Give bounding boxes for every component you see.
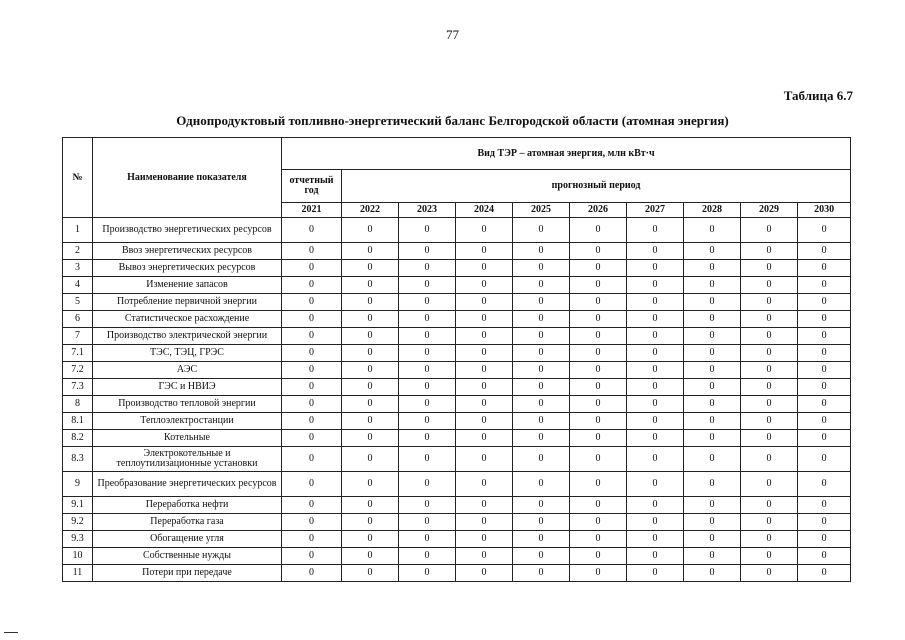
value-cell: 0 [798,472,851,497]
row-number: 5 [63,294,93,311]
indicator-name: Обогащение угля [93,531,282,548]
value-cell: 0 [684,362,741,379]
value-cell: 0 [282,260,342,277]
value-cell: 0 [627,430,684,447]
table-row [63,548,851,565]
indicator-name: Преобразование энергетических ресурсов [93,472,282,497]
header-year: 2026 [570,203,627,218]
value-cell: 0 [570,548,627,565]
header-year: 2021 [282,203,342,218]
value-cell: 0 [684,472,741,497]
value-cell: 0 [570,345,627,362]
header-year: 2023 [399,203,456,218]
indicator-name: Теплоэлектростанции [93,413,282,430]
header-year: 2025 [513,203,570,218]
table-row [63,379,851,396]
value-cell: 0 [684,514,741,531]
value-cell: 0 [282,531,342,548]
value-cell: 0 [399,311,456,328]
value-cell: 0 [684,218,741,243]
table-row [63,396,851,413]
value-cell: 0 [513,396,570,413]
value-cell: 0 [741,379,798,396]
value-cell: 0 [684,497,741,514]
table-row [63,294,851,311]
value-cell: 0 [399,497,456,514]
value-cell: 0 [570,243,627,260]
value-cell: 0 [741,328,798,345]
value-cell: 0 [798,565,851,582]
value-cell: 0 [684,565,741,582]
indicator-name: АЭС [93,362,282,379]
row-number: 11 [63,565,93,582]
header-forecast-period: прогнозный период [342,170,851,203]
value-cell: 0 [627,413,684,430]
value-cell: 0 [513,514,570,531]
header-year: 2028 [684,203,741,218]
value-cell: 0 [741,447,798,472]
value-cell: 0 [570,430,627,447]
value-cell: 0 [399,277,456,294]
value-cell: 0 [399,548,456,565]
header-year: 2027 [627,203,684,218]
value-cell: 0 [570,379,627,396]
value-cell: 0 [282,514,342,531]
value-cell: 0 [342,497,399,514]
value-cell: 0 [513,260,570,277]
value-cell: 0 [456,218,513,243]
value-cell: 0 [798,379,851,396]
value-cell: 0 [627,362,684,379]
value-cell: 0 [399,218,456,243]
row-number: 1 [63,218,93,243]
value-cell: 0 [570,311,627,328]
value-cell: 0 [627,497,684,514]
value-cell: 0 [798,294,851,311]
value-cell: 0 [798,218,851,243]
value-cell: 0 [684,328,741,345]
value-cell: 0 [342,413,399,430]
value-cell: 0 [282,379,342,396]
value-cell: 0 [627,447,684,472]
value-cell: 0 [741,565,798,582]
value-cell: 0 [456,472,513,497]
value-cell: 0 [798,345,851,362]
value-cell: 0 [342,531,399,548]
value-cell: 0 [627,379,684,396]
value-cell: 0 [282,413,342,430]
value-cell: 0 [513,413,570,430]
header-name: Наименование показателя [93,138,282,218]
value-cell: 0 [513,328,570,345]
value-cell: 0 [513,565,570,582]
value-cell: 0 [342,430,399,447]
value-cell: 0 [282,472,342,497]
value-cell: 0 [627,294,684,311]
value-cell: 0 [570,218,627,243]
value-cell: 0 [627,345,684,362]
header-year: 2024 [456,203,513,218]
value-cell: 0 [570,472,627,497]
value-cell: 0 [456,345,513,362]
value-cell: 0 [627,218,684,243]
value-cell: 0 [798,531,851,548]
indicator-name: Потери при передаче [93,565,282,582]
header-year: 2029 [741,203,798,218]
value-cell: 0 [684,243,741,260]
table-row [63,413,851,430]
value-cell: 0 [342,548,399,565]
value-cell: 0 [456,565,513,582]
value-cell: 0 [570,328,627,345]
value-cell: 0 [399,430,456,447]
table-row [63,472,851,497]
row-number: 9.2 [63,514,93,531]
value-cell: 0 [282,447,342,472]
value-cell: 0 [798,447,851,472]
value-cell: 0 [627,514,684,531]
value-cell: 0 [741,311,798,328]
value-cell: 0 [342,243,399,260]
indicator-name: Производство электрической энергии [93,328,282,345]
value-cell: 0 [741,260,798,277]
table-row [63,345,851,362]
header-report-year: отчетный год [282,170,342,203]
value-cell: 0 [570,260,627,277]
value-cell: 0 [570,396,627,413]
value-cell: 0 [456,294,513,311]
value-cell: 0 [342,472,399,497]
value-cell: 0 [513,311,570,328]
value-cell: 0 [342,328,399,345]
value-cell: 0 [684,531,741,548]
value-cell: 0 [456,548,513,565]
value-cell: 0 [399,362,456,379]
value-cell: 0 [798,362,851,379]
table-row [63,447,851,472]
value-cell: 0 [399,345,456,362]
header-year: 2030 [798,203,851,218]
value-cell: 0 [456,362,513,379]
table-row [63,430,851,447]
value-cell: 0 [627,548,684,565]
value-cell: 0 [513,531,570,548]
table-row [63,362,851,379]
value-cell: 0 [627,277,684,294]
value-cell: 0 [282,243,342,260]
value-cell: 0 [798,328,851,345]
value-cell: 0 [741,472,798,497]
value-cell: 0 [342,311,399,328]
table-row [63,531,851,548]
indicator-name: Собственные нужды [93,548,282,565]
value-cell: 0 [456,328,513,345]
table-row [63,277,851,294]
energy-balance-table [62,137,851,582]
row-number: 8.3 [63,447,93,472]
value-cell: 0 [798,497,851,514]
value-cell: 0 [342,362,399,379]
value-cell: 0 [342,294,399,311]
table-row [63,218,851,243]
value-cell: 0 [627,396,684,413]
value-cell: 0 [456,514,513,531]
value-cell: 0 [282,396,342,413]
value-cell: 0 [798,396,851,413]
value-cell: 0 [741,413,798,430]
value-cell: 0 [399,328,456,345]
value-cell: 0 [282,497,342,514]
table-row [63,243,851,260]
value-cell: 0 [456,531,513,548]
value-cell: 0 [627,565,684,582]
row-number: 9.1 [63,497,93,514]
value-cell: 0 [627,328,684,345]
value-cell: 0 [282,311,342,328]
value-cell: 0 [741,497,798,514]
row-number: 9 [63,472,93,497]
value-cell: 0 [282,548,342,565]
value-cell: 0 [342,277,399,294]
header-num: № [63,138,93,218]
value-cell: 0 [282,362,342,379]
indicator-name: Производство тепловой энергии [93,396,282,413]
row-number: 9.3 [63,531,93,548]
value-cell: 0 [684,413,741,430]
indicator-name: ТЭС, ТЭЦ, ГРЭС [93,345,282,362]
table-row [63,497,851,514]
value-cell: 0 [798,260,851,277]
row-number: 8.1 [63,413,93,430]
row-number: 2 [63,243,93,260]
value-cell: 0 [627,311,684,328]
value-cell: 0 [456,447,513,472]
value-cell: 0 [570,565,627,582]
table-label: Таблица 6.7 [783,88,853,103]
value-cell: 0 [570,413,627,430]
indicator-name: Изменение запасов [93,277,282,294]
page-edge-mark [4,632,18,633]
table-body [63,218,851,582]
value-cell: 0 [627,531,684,548]
value-cell: 0 [456,243,513,260]
table-row [63,260,851,277]
value-cell: 0 [399,472,456,497]
value-cell: 0 [342,514,399,531]
value-cell: 0 [513,497,570,514]
indicator-name: Потребление первичной энергии [93,294,282,311]
value-cell: 0 [741,396,798,413]
value-cell: 0 [741,294,798,311]
value-cell: 0 [570,514,627,531]
value-cell: 0 [684,447,741,472]
value-cell: 0 [741,243,798,260]
value-cell: 0 [798,277,851,294]
indicator-name: Производство энергетических ресурсов [93,218,282,243]
value-cell: 0 [627,472,684,497]
value-cell: 0 [741,548,798,565]
indicator-name: Электрокотельные и теплоутилизационные установки [93,447,282,472]
value-cell: 0 [399,243,456,260]
value-cell: 0 [798,430,851,447]
row-number: 7.3 [63,379,93,396]
value-cell: 0 [684,548,741,565]
value-cell: 0 [798,514,851,531]
indicator-name: Статистическое расхождение [93,311,282,328]
indicator-name: Вывоз энергетических ресурсов [93,260,282,277]
value-cell: 0 [513,345,570,362]
value-cell: 0 [282,430,342,447]
table-row [63,565,851,582]
value-cell: 0 [741,218,798,243]
value-cell: 0 [741,430,798,447]
value-cell: 0 [684,396,741,413]
table-row [63,311,851,328]
row-number: 8 [63,396,93,413]
value-cell: 0 [399,413,456,430]
value-cell: 0 [399,531,456,548]
row-number: 4 [63,277,93,294]
indicator-name: Переработка газа [93,514,282,531]
value-cell: 0 [282,277,342,294]
value-cell: 0 [627,243,684,260]
value-cell: 0 [282,218,342,243]
row-number: 6 [63,311,93,328]
value-cell: 0 [342,447,399,472]
value-cell: 0 [627,260,684,277]
value-cell: 0 [456,413,513,430]
value-cell: 0 [798,548,851,565]
value-cell: 0 [570,531,627,548]
value-cell: 0 [741,531,798,548]
indicator-name: ГЭС и НВИЭ [93,379,282,396]
value-cell: 0 [570,362,627,379]
value-cell: 0 [570,294,627,311]
value-cell: 0 [342,260,399,277]
value-cell: 0 [513,218,570,243]
value-cell: 0 [741,362,798,379]
row-number: 7.2 [63,362,93,379]
value-cell: 0 [513,379,570,396]
value-cell: 0 [513,277,570,294]
row-number: 7.1 [63,345,93,362]
value-cell: 0 [570,277,627,294]
value-cell: 0 [684,260,741,277]
value-cell: 0 [342,565,399,582]
value-cell: 0 [342,396,399,413]
value-cell: 0 [456,396,513,413]
table-title: Однопродуктовый топливно-энергетический баланс Белгородской области (атомная энергия) [176,113,729,128]
value-cell: 0 [798,311,851,328]
value-cell: 0 [399,260,456,277]
value-cell: 0 [513,472,570,497]
indicator-name: Ввоз энергетических ресурсов [93,243,282,260]
value-cell: 0 [399,565,456,582]
value-cell: 0 [513,430,570,447]
value-cell: 0 [399,514,456,531]
indicator-name: Переработка нефти [93,497,282,514]
value-cell: 0 [456,379,513,396]
value-cell: 0 [456,311,513,328]
value-cell: 0 [570,447,627,472]
value-cell: 0 [342,379,399,396]
value-cell: 0 [456,497,513,514]
value-cell: 0 [513,294,570,311]
row-number: 8.2 [63,430,93,447]
value-cell: 0 [741,345,798,362]
value-cell: 0 [684,277,741,294]
indicator-name: Котельные [93,430,282,447]
value-cell: 0 [684,379,741,396]
table-row [63,514,851,531]
table-row [63,328,851,345]
value-cell: 0 [684,311,741,328]
value-cell: 0 [684,345,741,362]
value-cell: 0 [456,260,513,277]
value-cell: 0 [342,218,399,243]
header-year: 2022 [342,203,399,218]
value-cell: 0 [513,362,570,379]
value-cell: 0 [282,328,342,345]
value-cell: 0 [342,345,399,362]
value-cell: 0 [399,396,456,413]
row-number: 10 [63,548,93,565]
value-cell: 0 [456,277,513,294]
value-cell: 0 [282,565,342,582]
header-group: Вид ТЭР – атомная энергия, млн кВт·ч [282,138,851,170]
row-number: 7 [63,328,93,345]
value-cell: 0 [399,379,456,396]
page-number: 77 [446,27,459,42]
value-cell: 0 [282,294,342,311]
value-cell: 0 [399,447,456,472]
value-cell: 0 [513,243,570,260]
row-number: 3 [63,260,93,277]
value-cell: 0 [684,430,741,447]
value-cell: 0 [570,497,627,514]
value-cell: 0 [456,430,513,447]
value-cell: 0 [741,277,798,294]
value-cell: 0 [282,345,342,362]
value-cell: 0 [399,294,456,311]
value-cell: 0 [741,514,798,531]
value-cell: 0 [798,243,851,260]
value-cell: 0 [513,447,570,472]
value-cell: 0 [513,548,570,565]
value-cell: 0 [684,294,741,311]
value-cell: 0 [798,413,851,430]
